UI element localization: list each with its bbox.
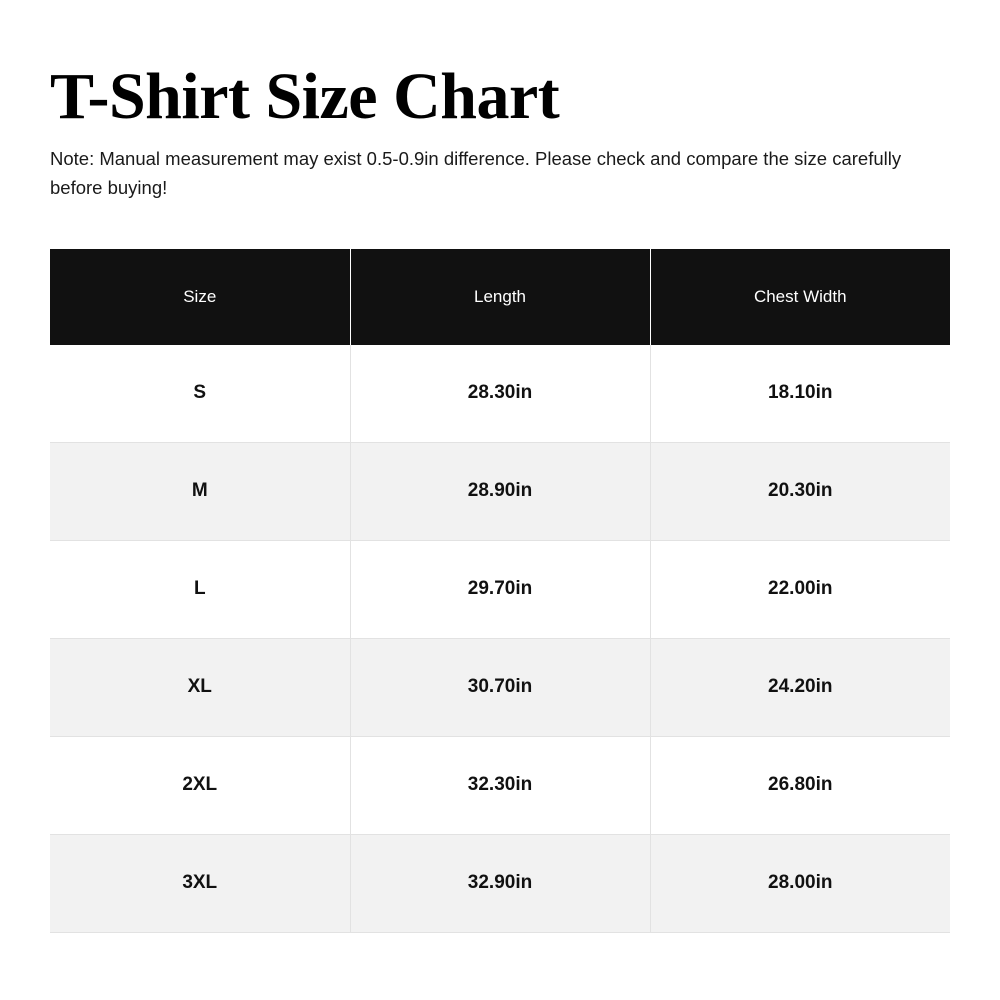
table-header-row — [50, 249, 950, 345]
cell-size: XL — [50, 638, 350, 736]
table-row — [50, 540, 950, 638]
table-body — [50, 345, 950, 933]
cell-chest-width: 26.80in — [650, 736, 950, 834]
table-row — [50, 638, 950, 736]
cell-chest-width: 20.30in — [650, 442, 950, 540]
size-chart-table-wrapper — [50, 249, 950, 933]
page-title: T-Shirt Size Chart — [50, 60, 560, 133]
cell-size: 3XL — [50, 834, 350, 932]
cell-size: S — [50, 345, 350, 443]
cell-length: 30.70in — [350, 638, 650, 736]
column-header-length: Length — [350, 249, 650, 345]
cell-length: 32.90in — [350, 834, 650, 932]
column-header-chest-width: Chest Width — [650, 249, 950, 345]
cell-length: 29.70in — [350, 540, 650, 638]
table-row — [50, 442, 950, 540]
cell-chest-width: 22.00in — [650, 540, 950, 638]
cell-length: 28.90in — [350, 442, 650, 540]
measurement-note: Note: Manual measurement may exist 0.5-0.9in difference. Please check and compare the size carefully before buying! — [50, 148, 902, 198]
cell-chest-width: 18.10in — [650, 345, 950, 443]
column-header-size: Size — [50, 249, 350, 345]
cell-length: 28.30in — [350, 345, 650, 443]
cell-size: M — [50, 442, 350, 540]
table-row — [50, 834, 950, 932]
cell-chest-width: 28.00in — [650, 834, 950, 932]
cell-size: 2XL — [50, 736, 350, 834]
table-header — [50, 249, 950, 345]
table-row — [50, 345, 950, 443]
cell-size: L — [50, 540, 350, 638]
cell-length: 32.30in — [350, 736, 650, 834]
table-row — [50, 736, 950, 834]
cell-chest-width: 24.20in — [650, 638, 950, 736]
size-chart-table — [50, 249, 950, 933]
